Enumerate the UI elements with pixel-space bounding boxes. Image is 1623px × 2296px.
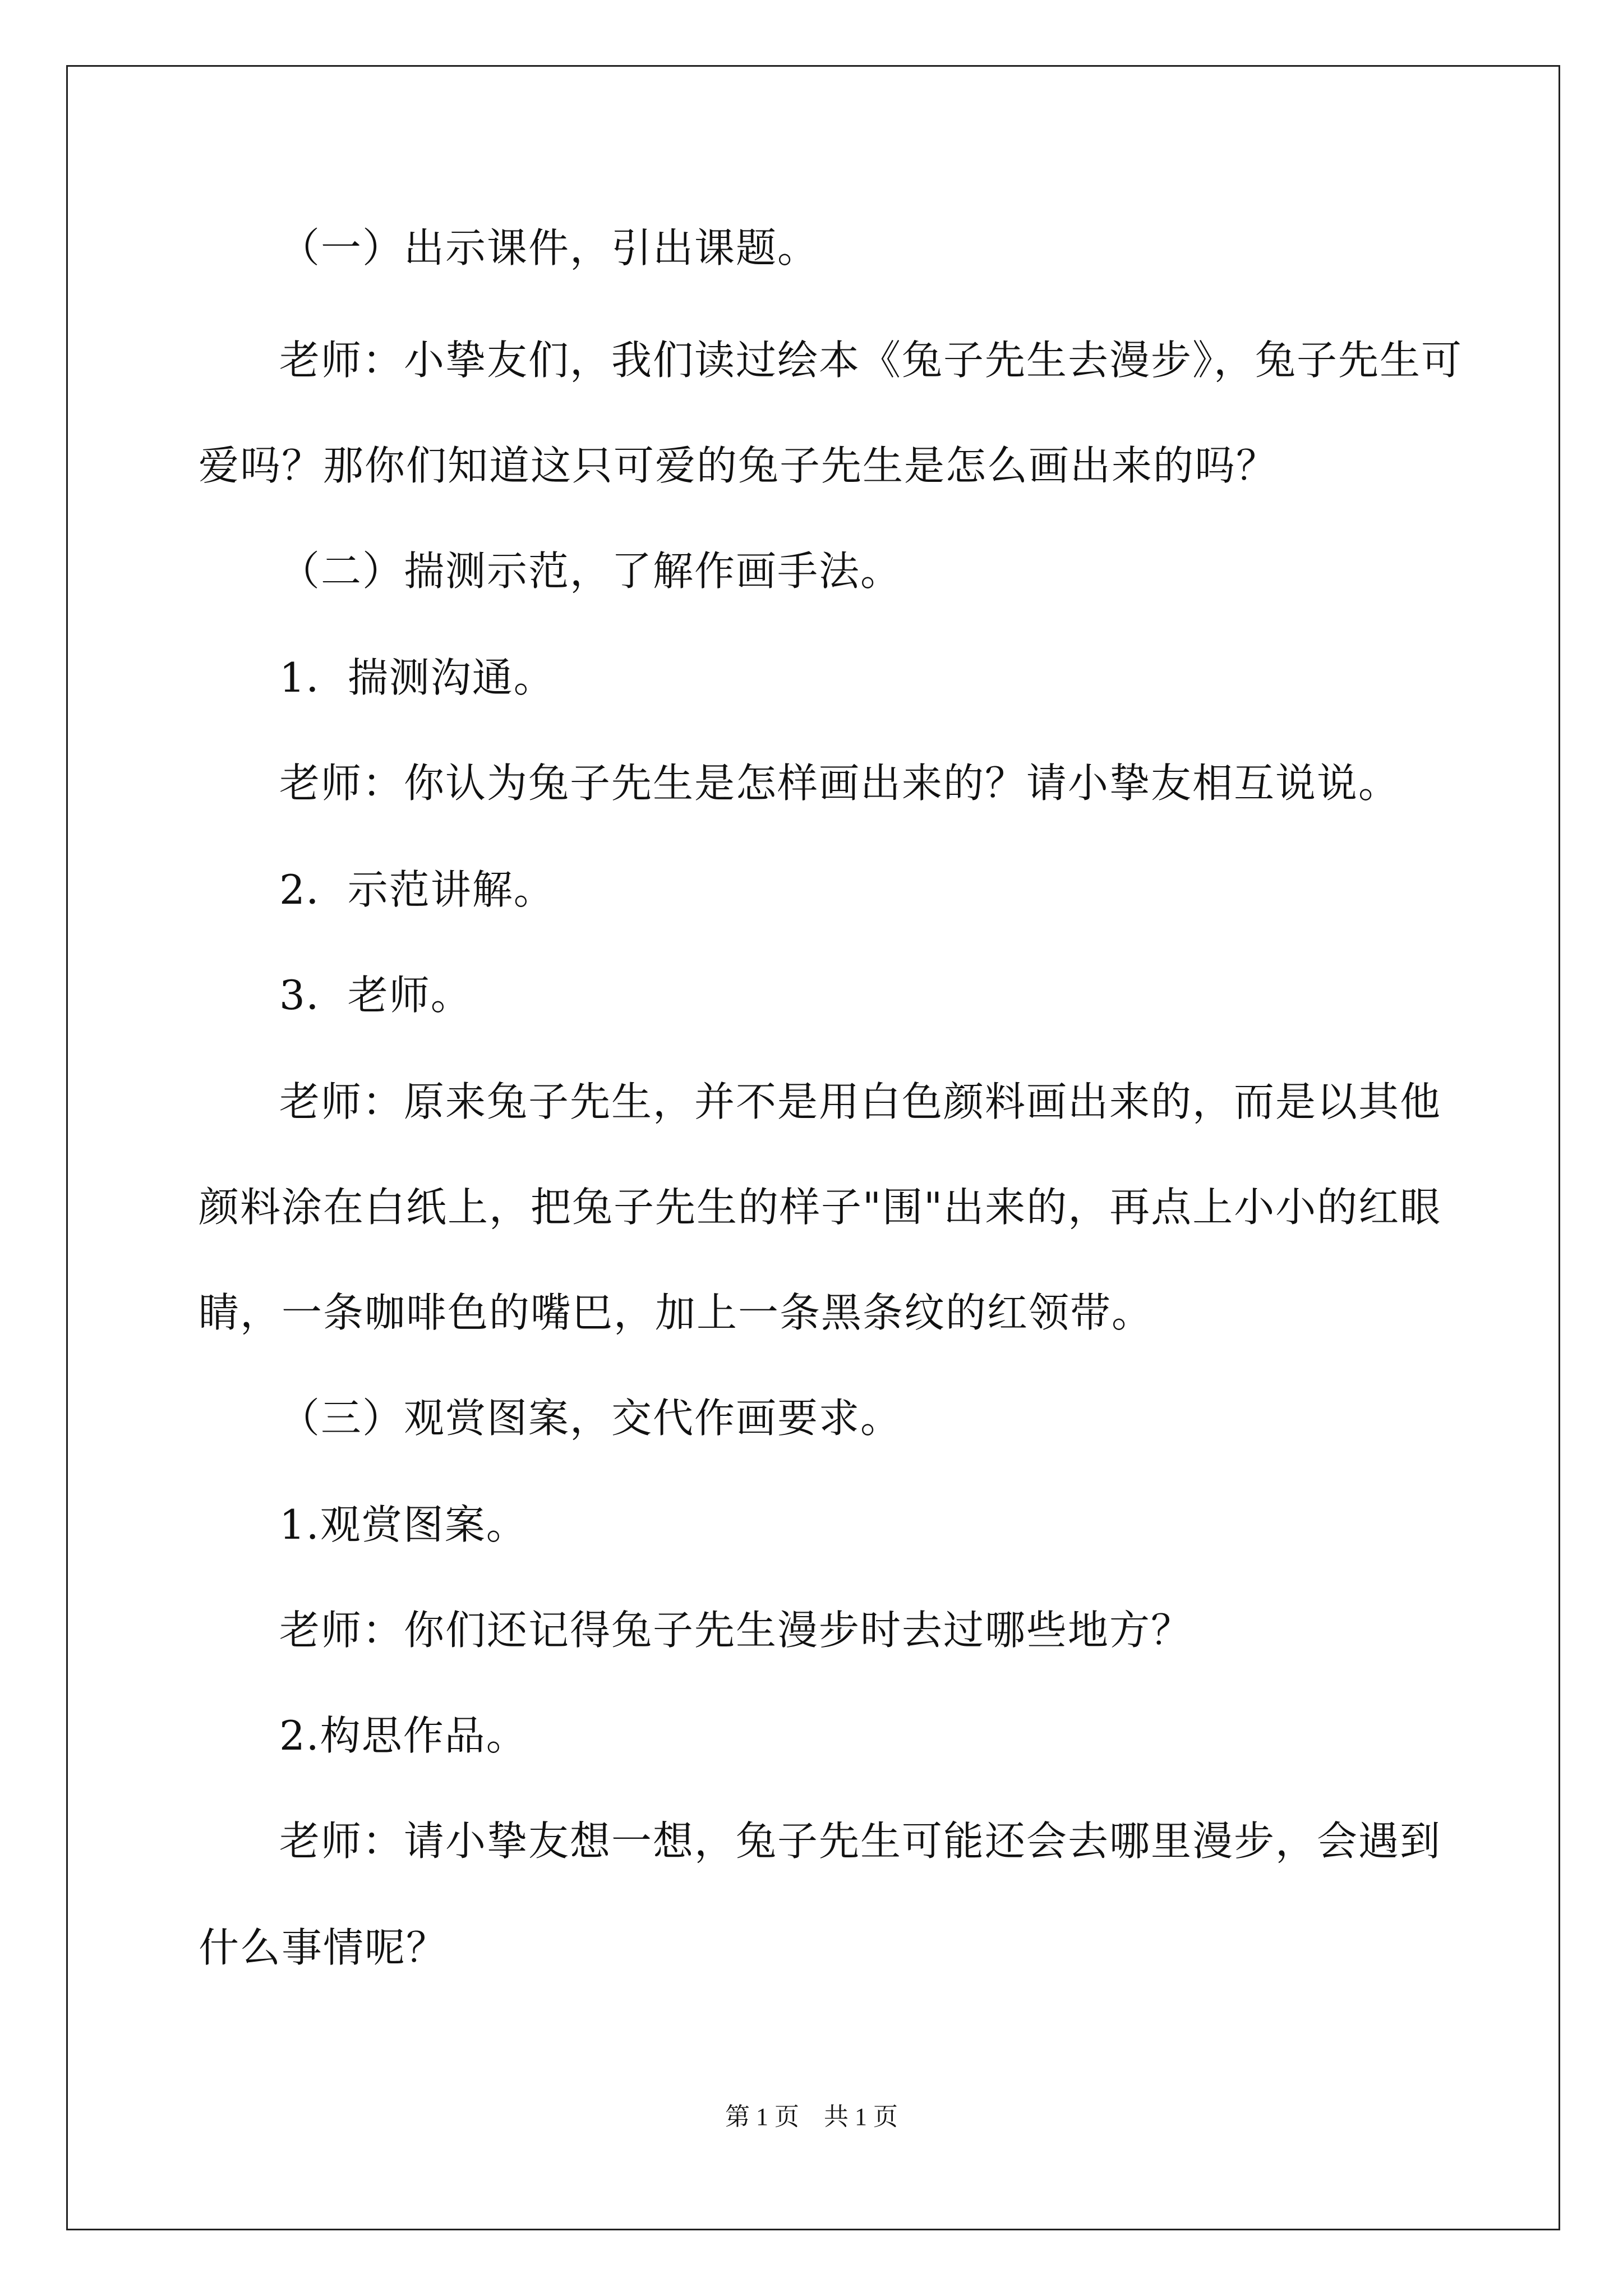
paragraph-line: 老师：你们还记得兔子先生漫步时去过哪些地方？	[279, 1607, 1193, 1654]
list-item: 2.构思作品。	[279, 1712, 528, 1759]
paragraph-line: 老师：原来兔子先生，并不是用白色颜料画出来的，而是以其他	[279, 1078, 1442, 1125]
list-item: 1.观赏图案。	[279, 1501, 528, 1548]
list-item: 3．老师。	[279, 972, 472, 1019]
paragraph-line: 爱吗？那你们知道这只可爱的兔子先生是怎么画出来的吗？	[199, 442, 1278, 489]
page-number: 第 1 页 共 1 页	[725, 2103, 898, 2131]
section-heading-3: （三）观赏图案，交代作画要求。	[279, 1395, 902, 1442]
paragraph-line: 老师：你认为兔子先生是怎样画出来的？请小挚友相互说说。	[279, 760, 1400, 807]
paragraph-line: 老师：请小挚友想一想，兔子先生可能还会去哪里漫步，会遇到	[279, 1818, 1442, 1865]
paragraph-line: 老师：小挚友们，我们读过绘本《兔子先生去漫步》，兔子先生可	[279, 337, 1463, 384]
list-item: 1．揣测沟通。	[279, 654, 555, 701]
paragraph-line: 睛，一条咖啡色的嘴巴，加上一条黑条纹的红领带。	[199, 1289, 1154, 1336]
list-item: 2．示范讲解。	[279, 866, 555, 913]
section-heading-2: （二）揣测示范，了解作画手法。	[279, 547, 902, 595]
paragraph-line: 颜料涂在白纸上，把兔子先生的样子"围"出来的，再点上小小的红眼	[199, 1184, 1442, 1231]
page-border	[66, 65, 1560, 2230]
paragraph-line: 什么事情呢？	[199, 1924, 448, 1971]
section-heading-1: （一）出示课件，引出课题。	[279, 224, 819, 272]
